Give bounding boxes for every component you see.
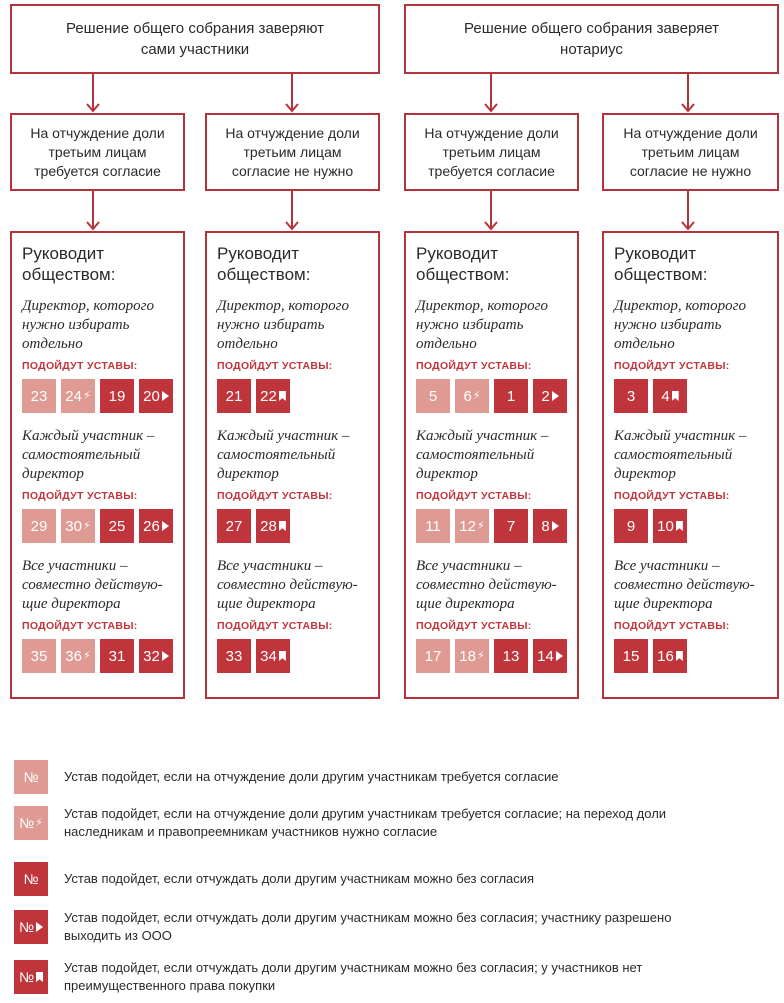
charter-badge bbox=[217, 509, 251, 543]
charter-badges bbox=[416, 509, 569, 543]
legend-item bbox=[14, 959, 642, 995]
charter-badge bbox=[139, 379, 173, 413]
bolt-icon: ⚡ bbox=[476, 519, 485, 532]
charter-number: 29 bbox=[30, 517, 48, 535]
charter-number: 4 bbox=[661, 387, 670, 405]
role-description: Все участники – совместно действую- щие директора bbox=[416, 558, 557, 612]
column-box-1 bbox=[10, 231, 185, 699]
charter-badge bbox=[494, 639, 528, 673]
fit-label: ПОДОЙДУТ УСТАВЫ: bbox=[416, 620, 532, 632]
charter-number: 11 bbox=[425, 517, 441, 535]
mid-box-consent-required-1: На отчуждение доли третьим лицам требуется согласие bbox=[10, 113, 185, 191]
charter-badge bbox=[61, 379, 95, 413]
fit-label: ПОДОЙДУТ УСТАВЫ: bbox=[614, 620, 730, 632]
bookmark-icon bbox=[676, 651, 683, 661]
role-description: Директор, которого нужно избирать отдельно bbox=[614, 298, 746, 352]
fit-label: ПОДОЙДУТ УСТАВЫ: bbox=[22, 490, 138, 502]
charter-number: 30 bbox=[65, 517, 82, 535]
flag-icon bbox=[552, 521, 559, 531]
charter-number: 34 bbox=[260, 647, 277, 665]
fit-label: ПОДОЙДУТ УСТАВЫ: bbox=[217, 360, 333, 372]
number-sign: № bbox=[19, 815, 35, 831]
arrow-mid-to-col-d bbox=[682, 191, 694, 229]
charter-badge bbox=[533, 639, 567, 673]
arrow-mid-to-col-a bbox=[87, 191, 99, 229]
charter-number: 36 bbox=[65, 647, 82, 665]
charter-number: 26 bbox=[143, 517, 160, 535]
role-description: Каждый участник – самостоятельный директор bbox=[416, 428, 549, 482]
bookmark-icon bbox=[36, 972, 43, 982]
legend-text: Устав подойдет, если отчуждать доли другим участникам можно без согласия bbox=[64, 871, 535, 886]
charter-badge bbox=[100, 639, 134, 673]
legend-badge bbox=[14, 960, 48, 994]
arrow-mid-to-col-c bbox=[485, 191, 497, 229]
bolt-icon: ⚡ bbox=[35, 816, 43, 829]
top-box-notary: Решение общего собрания заверяет нотариус bbox=[404, 4, 779, 74]
column-box-3 bbox=[404, 231, 579, 699]
charter-number: 15 bbox=[622, 647, 640, 665]
charter-badge bbox=[22, 509, 56, 543]
charter-number: 7 bbox=[506, 517, 516, 535]
flag-icon bbox=[162, 391, 169, 401]
charter-badge bbox=[614, 639, 648, 673]
charter-badges bbox=[22, 639, 175, 673]
legend-badge bbox=[14, 910, 48, 944]
charter-badges bbox=[614, 639, 769, 673]
charter-badge bbox=[455, 639, 489, 673]
role-description: Каждый участник – самостоятельный директор bbox=[22, 428, 155, 482]
legend-item bbox=[14, 909, 671, 945]
charter-number: 12 bbox=[459, 517, 476, 535]
charter-badge bbox=[416, 509, 450, 543]
bolt-icon: ⚡ bbox=[476, 649, 485, 662]
charter-badge bbox=[217, 639, 251, 673]
role-description: Все участники – совместно действую- щие директора bbox=[614, 558, 755, 612]
number-sign: № bbox=[18, 969, 35, 985]
charter-badge bbox=[256, 509, 290, 543]
number-sign: № bbox=[18, 919, 35, 935]
charter-number: 1 bbox=[506, 387, 516, 405]
charter-badge bbox=[455, 509, 489, 543]
fit-label: ПОДОЙДУТ УСТАВЫ: bbox=[416, 490, 532, 502]
number-sign: № bbox=[23, 769, 39, 785]
role-description: Каждый участник – самостоятельный директор bbox=[217, 428, 350, 482]
charter-number: 13 bbox=[502, 647, 520, 665]
charter-number: 31 bbox=[108, 647, 126, 665]
charter-badge bbox=[533, 509, 567, 543]
legend-text: Устав подойдет, если на отчуждение доли другим участникам требуется согласие bbox=[64, 769, 559, 784]
charter-number: 2 bbox=[541, 387, 550, 405]
charter-number: 3 bbox=[626, 387, 636, 405]
column-title: Руководит обществом: bbox=[22, 244, 116, 284]
charter-number: 25 bbox=[108, 517, 126, 535]
bookmark-icon bbox=[672, 391, 679, 401]
column-box-2 bbox=[205, 231, 380, 699]
bookmark-icon bbox=[279, 651, 286, 661]
role-description: Директор, которого нужно избирать отдельно bbox=[416, 298, 548, 352]
arrow-top-to-mid-d bbox=[682, 74, 694, 111]
charter-badges bbox=[614, 379, 769, 413]
charter-badge bbox=[494, 379, 528, 413]
charter-badges bbox=[22, 509, 175, 543]
role-description: Все участники – совместно действую- щие директора bbox=[22, 558, 163, 612]
charter-badge bbox=[61, 639, 95, 673]
charter-number: 6 bbox=[463, 387, 472, 405]
charter-badge bbox=[217, 379, 251, 413]
column-box-4 bbox=[602, 231, 779, 699]
bookmark-icon bbox=[279, 521, 286, 531]
arrow-top-to-mid-a bbox=[87, 74, 99, 111]
legend-text: Устав подойдет, если отчуждать доли другим участникам можно без согласия; у участников нет преимущественного права покупки bbox=[64, 960, 643, 993]
charter-badge bbox=[653, 379, 687, 413]
legend-text: Устав подойдет, если отчуждать доли другим участникам можно без согласия; участнику разрешено выходить из ООО bbox=[64, 910, 672, 943]
charter-number: 33 bbox=[225, 647, 243, 665]
flag-icon bbox=[36, 922, 43, 932]
mid-box-consent-required-2: На отчуждение доли третьим лицам требуется согласие bbox=[404, 113, 579, 191]
bolt-icon: ⚡ bbox=[82, 389, 91, 402]
legend-item bbox=[14, 805, 666, 841]
charter-number: 21 bbox=[225, 387, 243, 405]
legend-badge bbox=[14, 806, 48, 840]
fit-label: ПОДОЙДУТ УСТАВЫ: bbox=[217, 490, 333, 502]
role-description: Каждый участник – самостоятельный директор bbox=[614, 428, 747, 482]
charter-badge bbox=[256, 379, 290, 413]
legend-item bbox=[14, 760, 559, 794]
role-description: Директор, которого нужно избирать отдельно bbox=[217, 298, 349, 352]
mid-box-consent-not-needed-1: На отчуждение доли третьим лицам согласие не нужно bbox=[205, 113, 380, 191]
fit-label: ПОДОЙДУТ УСТАВЫ: bbox=[22, 620, 138, 632]
column-title: Руководит обществом: bbox=[416, 244, 510, 284]
charter-badge bbox=[455, 379, 489, 413]
charter-badges bbox=[217, 639, 370, 673]
fit-label: ПОДОЙДУТ УСТАВЫ: bbox=[614, 490, 730, 502]
charter-badge bbox=[100, 509, 134, 543]
charter-number: 9 bbox=[626, 517, 636, 535]
column-title: Руководит обществом: bbox=[217, 244, 311, 284]
charter-badges bbox=[416, 379, 569, 413]
charter-number: 27 bbox=[225, 517, 243, 535]
bolt-icon: ⚡ bbox=[82, 519, 91, 532]
number-sign: № bbox=[23, 871, 39, 887]
mid-box-consent-not-needed-2: На отчуждение доли третьим лицам согласие не нужно bbox=[602, 113, 779, 191]
charter-number: 22 bbox=[260, 387, 277, 405]
charter-number: 18 bbox=[459, 647, 476, 665]
charter-number: 35 bbox=[30, 647, 48, 665]
fit-label: ПОДОЙДУТ УСТАВЫ: bbox=[22, 360, 138, 372]
bolt-icon: ⚡ bbox=[82, 649, 91, 662]
charter-badge bbox=[256, 639, 290, 673]
charter-number: 14 bbox=[537, 647, 554, 665]
arrow-top-to-mid-c bbox=[485, 74, 497, 111]
charter-badge bbox=[139, 639, 173, 673]
charter-badge bbox=[100, 379, 134, 413]
legend-badge bbox=[14, 760, 48, 794]
legend-item bbox=[14, 862, 534, 896]
charter-badge bbox=[22, 639, 56, 673]
charter-number: 20 bbox=[143, 387, 160, 405]
role-description: Все участники – совместно действую- щие директора bbox=[217, 558, 358, 612]
charter-badge bbox=[614, 379, 648, 413]
bookmark-icon bbox=[676, 521, 683, 531]
arrow-top-to-mid-b bbox=[286, 74, 298, 111]
charter-badges bbox=[217, 379, 370, 413]
top-box-self-certify: Решение общего собрания заверяют сами участники bbox=[10, 4, 380, 74]
charter-number: 32 bbox=[143, 647, 160, 665]
role-description: Директор, которого нужно избирать отдельно bbox=[22, 298, 154, 352]
charter-badges bbox=[22, 379, 175, 413]
charter-number: 8 bbox=[541, 517, 550, 535]
charter-badge bbox=[139, 509, 173, 543]
charter-badge bbox=[614, 509, 648, 543]
flag-icon bbox=[162, 521, 169, 531]
charter-number: 23 bbox=[30, 387, 48, 405]
charter-badge bbox=[533, 379, 567, 413]
arrow-mid-to-col-b bbox=[286, 191, 298, 229]
legend-badge bbox=[14, 862, 48, 896]
charter-badge bbox=[416, 379, 450, 413]
fit-label: ПОДОЙДУТ УСТАВЫ: bbox=[614, 360, 730, 372]
charter-number: 24 bbox=[65, 387, 82, 405]
charter-badges bbox=[416, 639, 569, 673]
flag-icon bbox=[162, 651, 169, 661]
fit-label: ПОДОЙДУТ УСТАВЫ: bbox=[217, 620, 333, 632]
charter-number: 5 bbox=[428, 387, 438, 405]
charter-number: 16 bbox=[657, 647, 674, 665]
charter-badges bbox=[614, 509, 769, 543]
charter-badge bbox=[61, 509, 95, 543]
charter-number: 19 bbox=[108, 387, 126, 405]
charter-number: 28 bbox=[260, 517, 277, 535]
charter-badge bbox=[416, 639, 450, 673]
charter-badge bbox=[653, 509, 687, 543]
charter-badges bbox=[217, 509, 370, 543]
flag-icon bbox=[552, 391, 559, 401]
charter-number: 17 bbox=[424, 647, 442, 665]
flag-icon bbox=[556, 651, 563, 661]
charter-badge bbox=[494, 509, 528, 543]
legend-text: Устав подойдет, если на отчуждение доли другим участникам требуется согласие; на переход доли наследникам и правопреемникам участников нужно согласие bbox=[64, 806, 667, 839]
bookmark-icon bbox=[279, 391, 286, 401]
charter-number: 10 bbox=[657, 517, 674, 535]
charter-badge bbox=[22, 379, 56, 413]
fit-label: ПОДОЙДУТ УСТАВЫ: bbox=[416, 360, 532, 372]
charter-badge bbox=[653, 639, 687, 673]
bolt-icon: ⚡ bbox=[472, 389, 481, 402]
column-title: Руководит обществом: bbox=[614, 244, 708, 284]
